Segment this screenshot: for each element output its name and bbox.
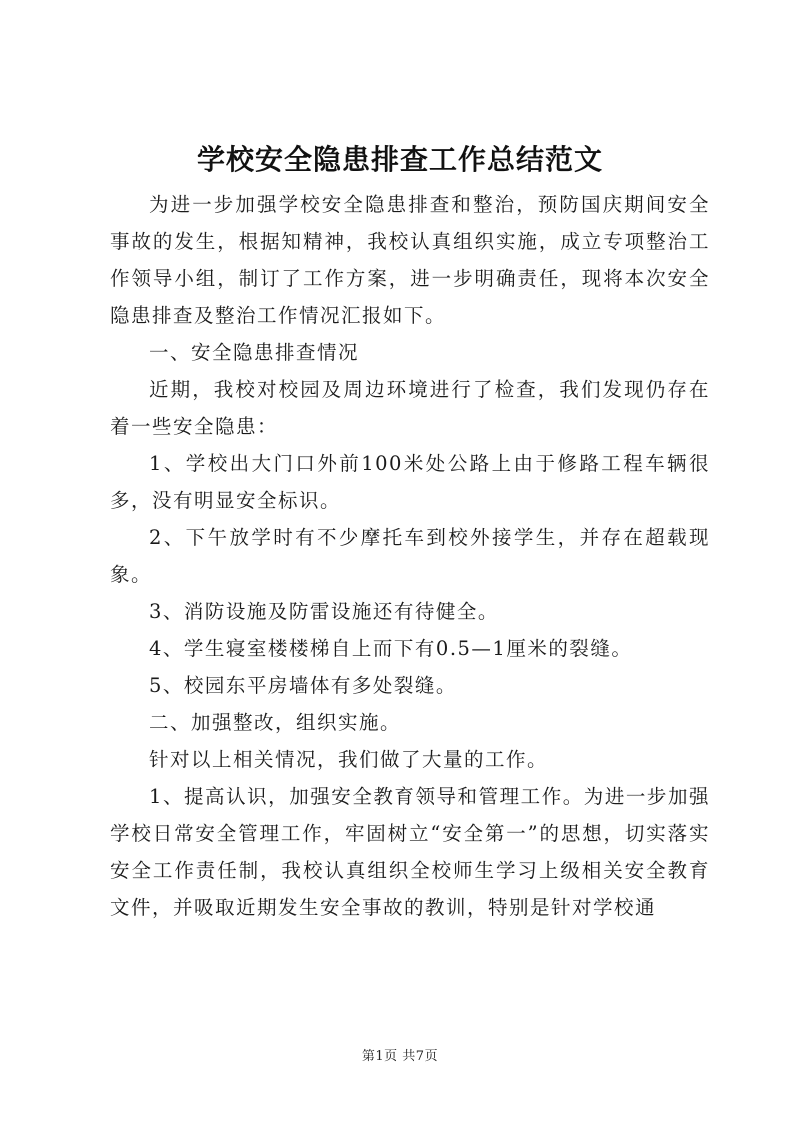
list-item: 4、学生寝室楼楼梯自上而下有0.5—1厘米的裂缝。 — [149, 637, 633, 660]
list-item: 3、消防设施及防雷设施还有待健全。 — [149, 600, 499, 623]
paragraph: 针对以上相关情况，我们做了大量的工作。 — [149, 748, 549, 771]
section-heading: 二、加强整改，组织实施。 — [149, 711, 402, 734]
section-heading: 一、安全隐患排查情况 — [149, 341, 360, 364]
document-title: 学校安全隐患排查工作总结范文 — [196, 143, 603, 176]
paragraph: 近期，我校对校园及周边环境进行了检查，我们发现仍存在着一些安全隐患： — [110, 378, 710, 438]
list-item: 5、校园东平房墙体有多处裂缝。 — [149, 674, 457, 697]
list-item: 1、学校出大门口外前100米处公路上由于修路工程车辆很多，没有明显安全标识。 — [110, 452, 710, 512]
list-item: 1、提高认识，加强安全教育领导和管理工作。为进一步加强学校日常安全管理工作，牢固树立“安全第一”的思想，切实落实安全工作责任制，我校认真组织全校师生学习上级相关安全教育文件，并吸取近期发生安全事故的教训，特别是针对学校通 — [110, 785, 710, 919]
page-footer: 第1页 共7页 — [361, 1049, 439, 1064]
paragraph: 为进一步加强学校安全隐患排查和整治，预防国庆期间安全事故的发生，根据知精神，我校认真组织实施，成立专项整治工作领导小组，制订了工作方案，进一步明确责任，现将本次安全隐患排查及整治工作情况汇报如下。 — [110, 193, 710, 327]
document-body — [110, 186, 710, 926]
list-item: 2、下午放学时有不少摩托车到校外接学生，并存在超载现象。 — [110, 526, 710, 586]
